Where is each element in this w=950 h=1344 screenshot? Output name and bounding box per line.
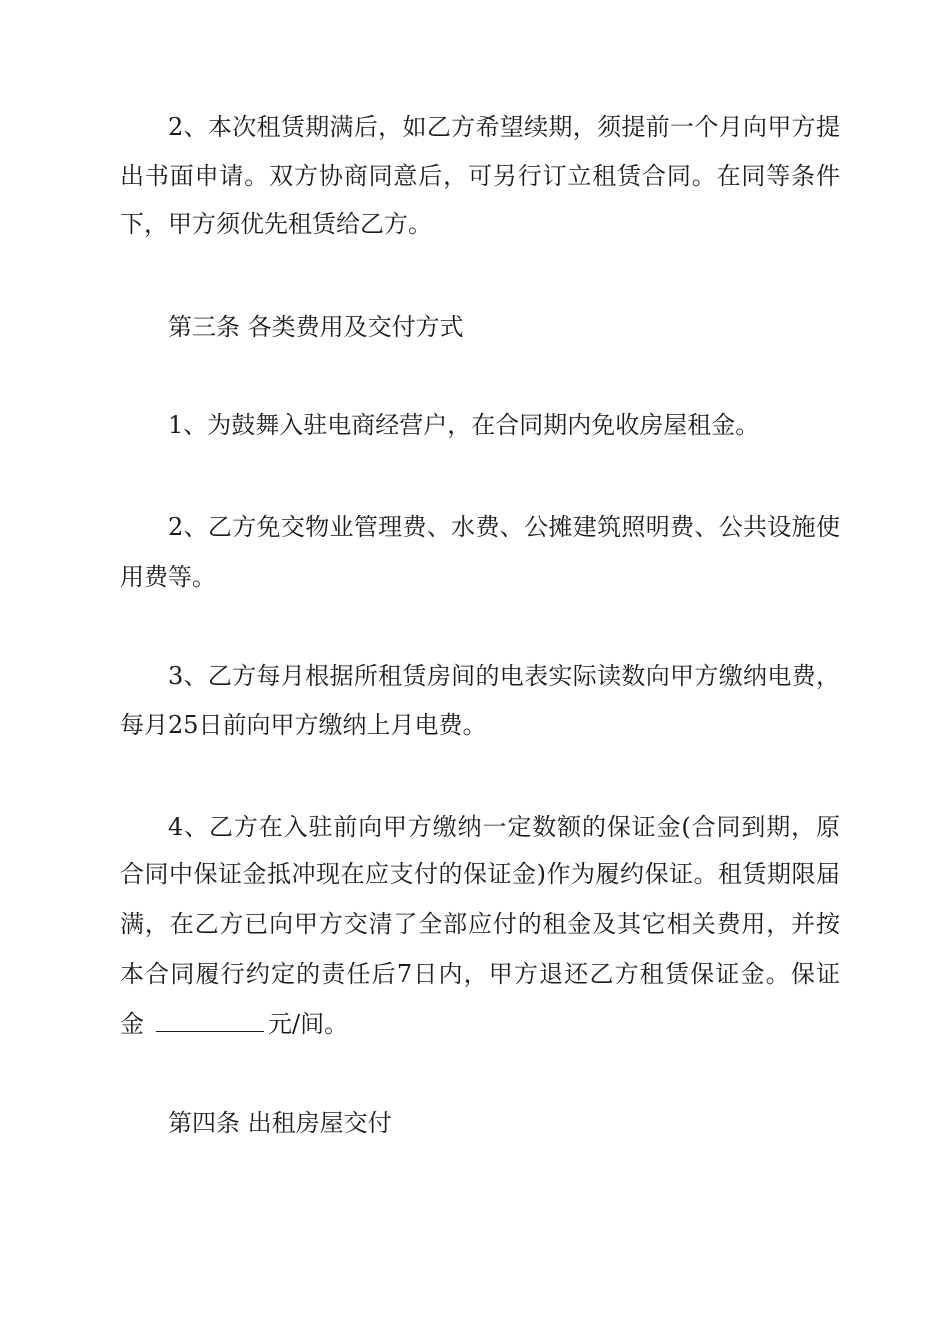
paragraph-line: 每月25日前向甲方缴纳上月电费。 [120,711,487,739]
section-heading: 第三条 各类费用及交付方式 [168,313,464,341]
line-text: 金 [120,1010,144,1038]
paragraph-line: 4、乙方在入驻前向甲方缴纳一定数额的保证金(合同到期，原 [168,813,840,841]
fill-in-blank [156,1009,264,1032]
paragraph-line: 2、本次租赁期满后，如乙方希望续期，须提前一个月向甲方提 [168,113,840,141]
paragraph-line-with-blank [120,1008,840,1040]
paragraph-line: 本合同履行约定的责任后7日内，甲方退还乙方租赁保证金。保证 [120,960,840,988]
paragraph-line: 出书面申请。双方协商同意后，可另行订立租赁合同。在同等条件 [120,162,840,190]
section-heading: 第四条 出租房屋交付 [168,1109,392,1137]
paragraph-line: 2、乙方免交物业管理费、水费、公摊建筑照明费、公共设施使 [168,513,840,541]
paragraph-line: 合同中保证金抵冲现在应支付的保证金)作为履约保证。租赁期限届 [120,860,840,888]
paragraph-line: 3、乙方每月根据所租赁房间的电表实际读数向甲方缴纳电费， [168,662,840,690]
paragraph-line: 下，甲方须优先租赁给乙方。 [120,210,432,238]
paragraph-line: 用费等。 [120,563,216,591]
paragraph-line: 满，在乙方已向甲方交清了全部应付的租金及其它相关费用，并按 [120,910,840,938]
paragraph-line: 1、为鼓舞入驻电商经营户，在合同期内免收房屋租金。 [168,411,760,439]
line-text: 元/间。 [268,1010,349,1038]
